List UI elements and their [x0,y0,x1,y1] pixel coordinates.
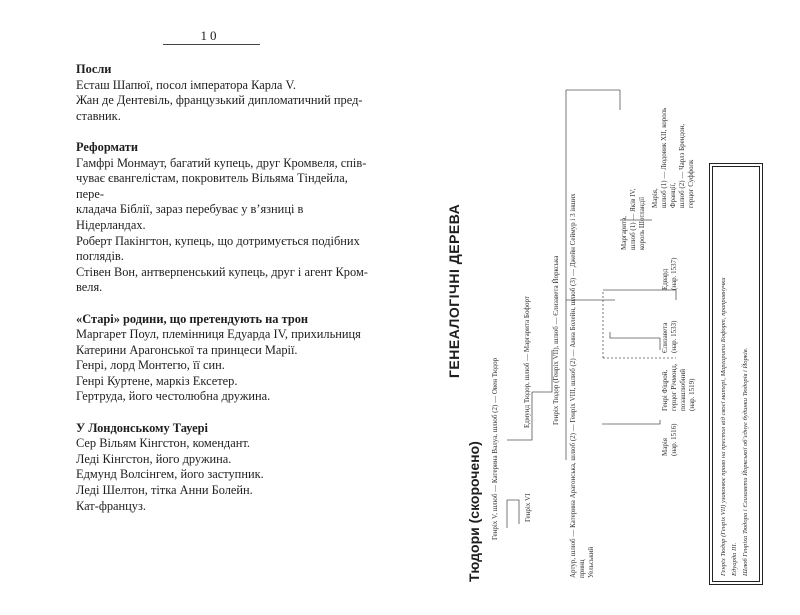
text-line: Гамфрі Монмаут, багатий купець, друг Кромвеля, спів- [76,155,367,170]
tree-label-margaret-line3: король Шотландії [638,196,646,250]
text-line: Едмунд Волсінгем, його заступник. [76,467,264,482]
tree-connector [602,420,660,424]
tree-label-mary-daughter: Марія [661,438,669,456]
text-line: Катерини Арагонської та принцеси Марії. [76,342,298,357]
text-line: поглядів. [76,249,124,264]
tree-label-henry-fitzroy-line4: (нар. 1519) [688,378,696,411]
tree-label-henry-fitzroy: Генрі Фіцрой, [661,369,669,411]
text-line: кладача Біблії, зараз перебуває у в’язниці в Нідерландах. [76,202,304,232]
footnote-line-1: Генріх Тюдор (Генріх VII) узаконює право на престол від своєї матері, Маргарити Бофорт, праправнучки [720,277,727,576]
text-line: веля. [76,280,103,295]
page-number: 10 [200,28,220,43]
footnote-line-3: Шлюб Генріха Тюдора і Єлизавети Йоркської об’єднує будинки Тюдорів і Йорків. [742,347,749,576]
tree-label-henry-fitzroy-line3: позашлюбний [679,368,687,411]
section-heading: У Лондонському Тауері [76,420,208,435]
tudor-subtitle: Тюдори (скорочено) [466,441,482,582]
text-line: Леді Кінгстон, його дружина. [76,451,232,466]
tree-label-elizabeth: Єлизавета [661,322,669,353]
tree-label-mary-sister-line2: шлюб (1) — Людовик XII, король [660,107,668,208]
text-line: Генрі, лорд Монтегю, її син. [76,358,225,373]
tree-label-mary-sister-line4: шлюб (2) — Чарлз Брендон, [678,123,686,208]
text-line: Маргарет Поул, племінниця Едуарда IV, прихильниця [76,327,361,342]
tree-label-edmund-tudor: Едмунд Тюдор, шлюб — Маргарита Бофорт [523,296,531,428]
tree-connector [610,332,660,338]
tree-label-henry-fitzroy-line2: герцог Річмонд, [670,363,678,411]
text-line: Жан де Дентевіль, французький дипломатичний пред- [76,93,363,108]
tree-label-henry-v: Генріх V, шлюб — Катерина Валуа, шлюб (2) — Овен Тюдор [491,357,499,540]
tree-label-mary-sister: Марія, [651,188,659,208]
text-line: чуває євангелістам, покровитель Вільяма Тіндейла, пере- [76,171,348,201]
tree-connector [507,500,519,524]
tree-label-henry-vi: Генріх VI [524,493,532,522]
tree-label-edward: Едвард [661,268,669,290]
tree-label-edward-born: (нар. 1537) [670,257,678,290]
text-line: Кат-француз. [76,498,146,513]
text-line: Генрі Куртене, маркіз Ексетер. [76,373,238,388]
text-line: Стівен Вон, антверпенський купець, друг і агент Кром- [76,264,368,279]
genealogy-title: ГЕНЕАЛОГІЧНІ ДЕРЕВА [446,203,462,378]
tree-label-henry-vii: Генріх Тюдор (Генріх VII), шлюб — Єлизавета Йоркська [552,255,560,425]
tree-label-mary-daughter-born: (нар. 1516) [670,423,678,456]
text-line: Гертруда, його честолюбна дружина. [76,389,271,404]
tree-label-mary-sister-line5: герцог Суффолк [687,159,695,208]
tree-label-arthur-prince: принц [578,559,586,578]
tree-label-margaret: Маргарита, [620,215,628,250]
section-heading: Реформати [76,139,138,154]
text-line: Леді Шелтон, тітка Анни Болейн. [76,483,253,498]
tree-label-elizabeth-born: (нар. 1533) [670,320,678,353]
text-line: Роберт Пакінгтон, купець, що дотримується подібних [76,233,360,248]
footnote-line-2: Едуарда III. [731,542,738,576]
tree-label-mary-sister-line3: Франції, [669,182,677,208]
text-line: Сер Вільям Кінгстон, комендант. [76,436,250,451]
tree-label-arthur: Артур, шлюб — Катерина Арагонська, шлюб (2) — Генріх VIII, шлюб (2) — Анна Болейн, шлюб (3) — Джейн Сеймур і 3 інших [569,193,577,578]
tree-label-margaret-line2: шлюб (1) — Яків IV, [629,188,637,250]
text-line: ставник. [76,108,121,123]
section-heading: Посли [76,62,112,76]
text-line: Есташ Шапюї, посол імператора Карла V. [76,77,296,92]
section-heading: «Старі» родини, що претендують на трон [76,311,309,326]
tree-label-arthur-wales: Уельський [587,546,595,578]
tree-connector [532,350,552,392]
